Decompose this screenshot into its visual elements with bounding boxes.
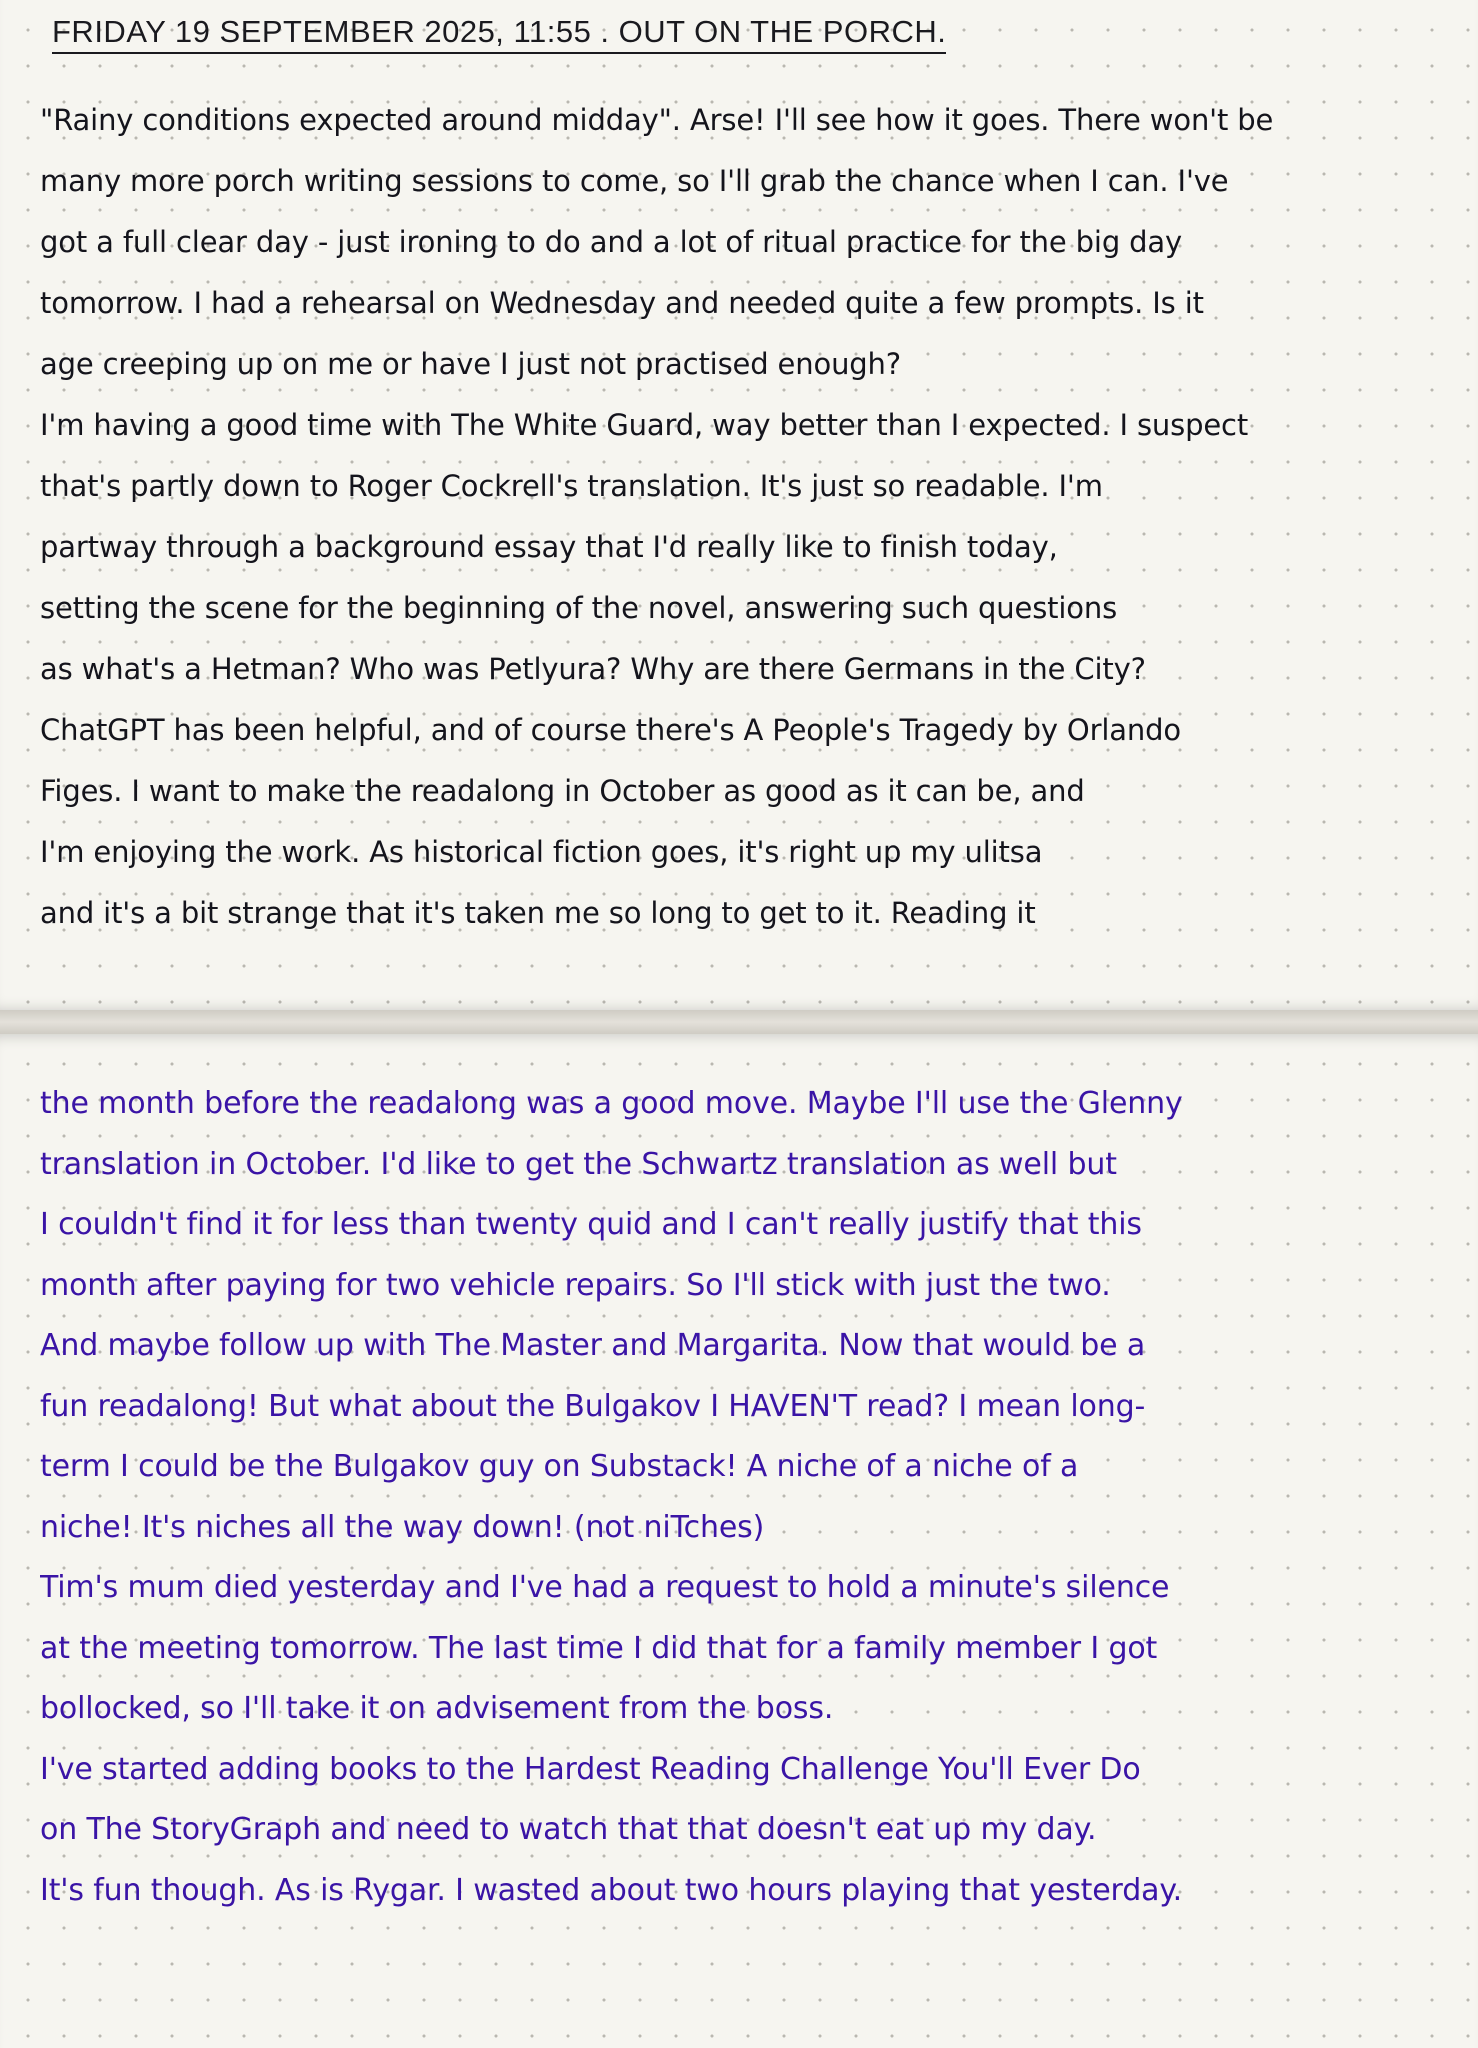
journal-line: at the meeting tomorrow. The last time I did that for a family member I got (40, 1630, 1158, 1666)
top-page-text (40, 90, 1448, 944)
journal-line: "Rainy conditions expected around midday". Arse! I'll see how it goes. There won't be (40, 103, 1274, 137)
journal-page-top (0, 0, 1478, 1010)
journal-line: that's partly down to Roger Cockrell's translation. It's just so readable. I'm (40, 469, 1103, 503)
journal-line: setting the scene for the beginning of the novel, answering such questions (40, 591, 1118, 625)
journal-line: translation in October. I'd like to get the Schwartz translation as well but (40, 1146, 1117, 1182)
journal-line: ChatGPT has been helpful, and of course there's A People's Tragedy by Orlando (40, 713, 1181, 747)
journal-line: the month before the readalong was a good move. Maybe I'll use the Glenny (40, 1086, 1183, 1121)
journal-line: I'm having a good time with The White Guard, way better than I expected. I suspect (40, 408, 1249, 442)
journal-line: on The StoryGraph and need to watch that that doesn't eat up my day. (40, 1812, 1097, 1847)
journal-line: fun readalong! But what about the Bulgakov I HAVEN'T read? I mean long- (40, 1388, 1146, 1424)
entry-heading: FRIDAY 19 SEPTEMBER 2025, 11:55 . OUT ON THE PORCH. (52, 14, 946, 54)
journal-line: got a full clear day - just ironing to do and a lot of ritual practice for the big day (40, 225, 1183, 259)
journal-line: age creeping up on me or have I just not practised enough? (40, 347, 902, 381)
journal-line: month after paying for two vehicle repairs. So I'll stick with just the two. (40, 1267, 1111, 1303)
journal-line: I couldn't find it for less than twenty quid and I can't really justify that this (40, 1207, 1142, 1242)
journal-line: term I could be the Bulgakov guy on Substack! A niche of a niche of a (40, 1449, 1079, 1484)
journal-line: It's fun though. As is Rygar. I wasted about two hours playing that yesterday. (40, 1872, 1183, 1908)
journal-line: I'm enjoying the work. As historical fiction goes, it's right up my ulitsa (40, 835, 1043, 869)
journal-line: as what's a Hetman? Who was Petlyura? Why are there Germans in the City? (40, 652, 1146, 686)
bottom-page-text (40, 1074, 1448, 1921)
journal-line: tomorrow. I had a rehearsal on Wednesday and needed quite a few prompts. Is it (40, 286, 1204, 320)
journal-line: And maybe follow up with The Master and Margarita. Now that would be a (40, 1328, 1146, 1363)
journal-line: Figes. I want to make the readalong in October as good as it can be, and (40, 774, 1085, 808)
journal-line: Tim's mum died yesterday and I've had a request to hold a minute's silence (40, 1570, 1170, 1605)
journal-line: I've started adding books to the Hardest Reading Challenge You'll Ever Do (40, 1751, 1141, 1787)
notebook-gutter (0, 1010, 1478, 1034)
journal-line: many more porch writing sessions to come, so I'll grab the chance when I can. I've (40, 164, 1229, 198)
journal-line: and it's a bit strange that it's taken me so long to get to it. Reading it (40, 896, 1036, 930)
journal-line: bollocked, so I'll take it on advisement from the boss. (40, 1691, 834, 1726)
journal-line: partway through a background essay that I'd really like to finish today, (40, 530, 1058, 564)
journal-line: niche! It's niches all the way down! (not niTches) (40, 1509, 765, 1545)
